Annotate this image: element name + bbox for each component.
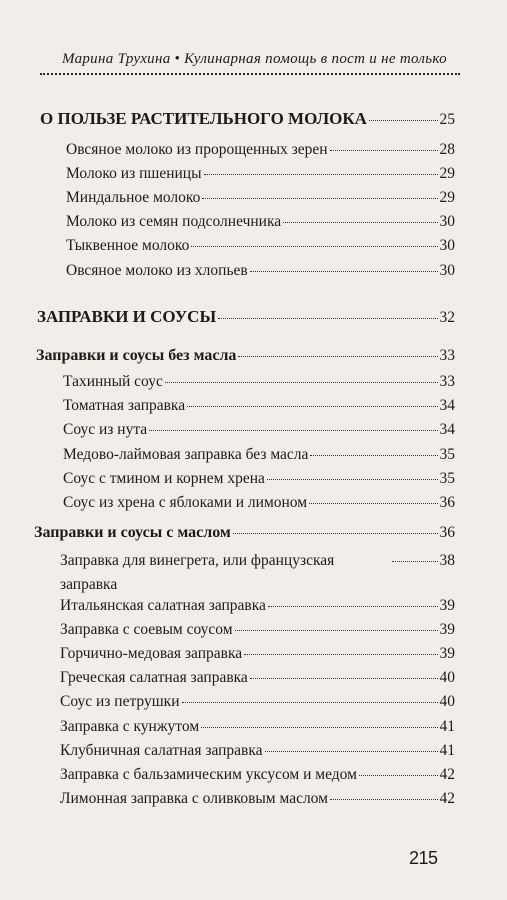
dot-leader <box>202 198 437 199</box>
dot-leader <box>235 630 438 631</box>
toc-page: 34 <box>439 397 455 414</box>
toc-item <box>66 237 455 255</box>
toc-item <box>60 645 455 663</box>
toc-item <box>60 669 455 687</box>
toc-page: 42 <box>439 790 455 807</box>
toc-page: 25 <box>439 111 455 128</box>
toc-title: Лимонная заправка с оливковым маслом <box>60 790 328 807</box>
dot-leader <box>238 356 437 357</box>
toc-title: Томатная заправка <box>63 397 186 414</box>
toc-item <box>63 373 455 391</box>
toc-title: Итальянская салатная заправка <box>60 597 266 614</box>
toc-page: 35 <box>439 446 455 463</box>
dot-leader <box>218 318 437 319</box>
toc-title: ЗАПРАВКИ И СОУСЫ <box>37 307 217 326</box>
dot-leader <box>330 150 438 151</box>
toc-page: 39 <box>439 597 455 614</box>
toc-title: Клубничная салатная заправка <box>60 742 263 759</box>
dot-leader <box>233 533 438 534</box>
toc-title: Соус из хрена с яблоками и лимоном <box>63 494 308 511</box>
toc-page: 28 <box>439 141 455 158</box>
dot-leader <box>268 606 438 607</box>
dot-leader <box>201 727 437 728</box>
toc-page: 35 <box>439 470 455 487</box>
header-divider <box>40 73 460 75</box>
toc-title: Молоко из семян подсолнечника <box>66 213 282 230</box>
toc-page: 41 <box>439 718 455 735</box>
toc-title: Овсяное молоко из пророщенных зерен <box>66 141 328 158</box>
toc-page: 29 <box>439 189 455 206</box>
dot-leader <box>309 503 437 504</box>
toc-section <box>37 307 455 327</box>
toc-item <box>60 621 455 639</box>
dot-leader <box>165 382 438 383</box>
toc-page: 32 <box>439 309 455 326</box>
toc-item <box>66 189 455 207</box>
toc-section <box>40 109 455 129</box>
toc-page: 39 <box>439 645 455 662</box>
dot-leader <box>265 751 438 752</box>
dot-leader <box>369 120 438 121</box>
toc-page: 33 <box>439 373 455 390</box>
toc-item <box>60 597 455 615</box>
toc-title: Соус из нута <box>63 421 148 438</box>
toc-page: 36 <box>439 524 455 541</box>
toc-item <box>63 494 455 512</box>
toc-page: 29 <box>439 165 455 182</box>
toc-page: 40 <box>439 669 455 686</box>
toc-item <box>63 470 455 488</box>
dot-leader <box>191 246 437 247</box>
dot-leader <box>392 561 438 562</box>
toc-subsection <box>36 347 455 365</box>
dot-leader <box>182 702 438 703</box>
toc-item <box>60 790 455 808</box>
toc-item <box>66 213 455 231</box>
toc-page: 42 <box>439 766 455 783</box>
toc-title: Молоко из пшеницы <box>66 165 202 182</box>
toc-title: Соус из петрушки <box>60 693 180 710</box>
toc-page: 38 <box>439 552 455 569</box>
dot-leader <box>250 271 438 272</box>
toc-title: Заправка с бальзамическим уксусом и медом <box>60 766 357 783</box>
toc-page: 30 <box>439 213 455 230</box>
toc-page: 41 <box>439 742 455 759</box>
running-header: Марина Трухина • Кулинарная помощь в пост и не только <box>62 51 447 67</box>
toc-item <box>60 549 455 597</box>
toc-title: Овсяное молоко из хлопьев <box>66 262 248 279</box>
toc-page: 36 <box>439 494 455 511</box>
dot-leader <box>250 678 438 679</box>
toc-title: Тахинный соус <box>63 373 163 390</box>
dot-leader <box>204 174 438 175</box>
toc-item <box>60 766 455 784</box>
toc-title: Миндальное молоко <box>66 189 201 206</box>
toc-page: 34 <box>439 421 455 438</box>
toc-title: Соус с тмином и корнем хрена <box>63 470 265 487</box>
toc-title: Заправка с соевым соусом <box>60 621 233 638</box>
toc-title: Тыквенное молоко <box>66 237 190 254</box>
dot-leader <box>267 479 438 480</box>
toc-item <box>60 693 455 711</box>
page-number: 215 <box>409 848 438 868</box>
toc-item <box>63 397 455 415</box>
toc-title: Горчично-медовая заправка <box>60 645 243 662</box>
toc-item <box>60 718 455 736</box>
toc-title: Заправка для винегрета, или французская заправка <box>60 552 335 593</box>
toc-title: О ПОЛЬЗЕ РАСТИТЕЛЬНОГО МОЛОКА <box>40 109 367 128</box>
toc-item <box>63 446 455 464</box>
dot-leader <box>310 455 437 456</box>
dot-leader <box>283 222 437 223</box>
toc-title: Греческая салатная заправка <box>60 669 248 686</box>
toc-item <box>60 742 455 760</box>
toc-title: Заправка с кунжутом <box>60 718 200 735</box>
toc-page: 30 <box>439 262 455 279</box>
toc-item <box>66 141 455 159</box>
toc-title: Заправки и соусы без масла <box>36 347 237 364</box>
dot-leader <box>330 799 438 800</box>
toc-item <box>63 421 455 439</box>
toc-page: 33 <box>439 347 455 364</box>
toc-page: 40 <box>439 693 455 710</box>
dot-leader <box>149 430 437 431</box>
toc-page: 39 <box>439 621 455 638</box>
toc-title: Медово-лаймовая заправка без масла <box>63 446 309 463</box>
toc-item <box>66 165 455 183</box>
dot-leader <box>359 775 438 776</box>
dot-leader <box>187 406 437 407</box>
toc-page: 30 <box>439 237 455 254</box>
dot-leader <box>244 654 437 655</box>
toc-subsection <box>34 524 455 542</box>
toc-title: Заправки и соусы с маслом <box>34 524 231 541</box>
toc-item <box>66 262 455 280</box>
